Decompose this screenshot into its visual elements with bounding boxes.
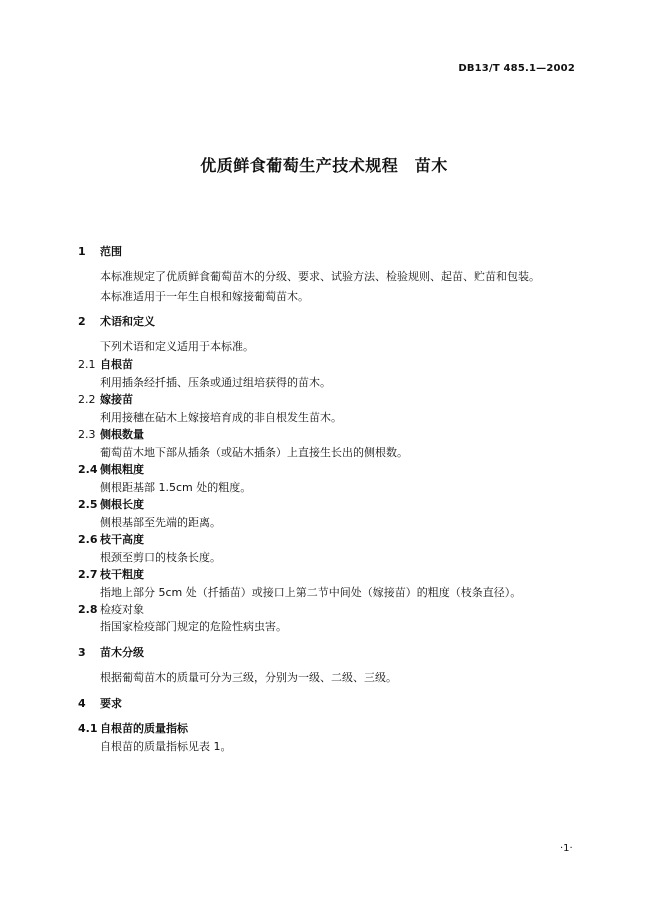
section-title: 术语和定义 xyxy=(100,315,155,328)
document-title: 优质鲜食葡萄生产技术规程 苗木 xyxy=(200,156,448,175)
term-number: 2.4 xyxy=(78,463,98,476)
term-name: 嫁接苗 xyxy=(100,393,133,406)
term-number: 2.2 xyxy=(78,393,96,406)
term-name: 枝干高度 xyxy=(100,533,144,546)
term-number: 2.8 xyxy=(78,603,98,616)
paragraph: 根据葡萄苗木的质量可分为三级，分别为一级、二级、三级。 xyxy=(100,671,397,684)
term-definition: 侧根距基部 1.5cm 处的粗度。 xyxy=(100,481,252,494)
term-heading xyxy=(78,358,133,372)
section-number: 1 xyxy=(78,245,86,258)
term-heading xyxy=(78,533,144,547)
paragraph: 本标准规定了优质鲜食葡萄苗木的分级、要求、试验方法、检验规则、起苗、贮苗和包装。 xyxy=(100,270,540,283)
section-number: 3 xyxy=(78,646,86,659)
term-definition: 根颈至剪口的枝条长度。 xyxy=(100,551,221,564)
term-name: 侧根数量 xyxy=(100,428,144,441)
term-heading xyxy=(78,428,144,442)
term-number: 2.5 xyxy=(78,498,98,511)
term-name: 枝干粗度 xyxy=(100,568,144,581)
term-number: 2.7 xyxy=(78,568,98,581)
term-heading xyxy=(78,603,144,617)
term-heading xyxy=(78,393,133,407)
subsection-number: 4.1 xyxy=(78,722,98,735)
section-title: 要求 xyxy=(100,697,122,710)
term-definition: 利用插条经扦插、压条或通过组培获得的苗木。 xyxy=(100,376,331,389)
section-4-heading xyxy=(78,697,122,711)
section-2-heading xyxy=(78,315,155,329)
term-heading xyxy=(78,463,144,477)
section-title: 范围 xyxy=(100,245,122,258)
paragraph: 下列术语和定义适用于本标准。 xyxy=(100,340,254,353)
term-number: 2.6 xyxy=(78,533,98,546)
paragraph: 本标准适用于一年生自根和嫁接葡萄苗木。 xyxy=(100,290,309,303)
term-name: 自根苗 xyxy=(100,358,133,371)
section-1-heading xyxy=(78,245,122,259)
section-number: 2 xyxy=(78,315,86,328)
term-number: 2.3 xyxy=(78,428,96,441)
term-definition: 指国家检疫部门规定的危险性病虫害。 xyxy=(100,620,287,633)
term-definition: 葡萄苗木地下部从插条（或砧木插条）上直接生长出的侧根数。 xyxy=(100,446,408,459)
section-number: 4 xyxy=(78,697,86,710)
term-definition: 指地上部分 5cm 处（扦插苗）或接口上第二节中间处（嫁接苗）的粗度（枝条直径）。 xyxy=(100,586,522,599)
standard-code: DB13/T 485.1—2002 xyxy=(458,63,575,74)
term-heading xyxy=(78,498,144,512)
section-title: 苗木分级 xyxy=(100,646,144,659)
page-number: ·1· xyxy=(560,843,573,854)
term-definition: 侧根基部至先端的距离。 xyxy=(100,516,221,529)
term-name: 侧根粗度 xyxy=(100,463,144,476)
term-name: 侧根长度 xyxy=(100,498,144,511)
subsection-heading xyxy=(78,722,188,736)
term-name: 检疫对象 xyxy=(100,603,144,616)
term-definition: 利用接穗在砧木上嫁接培育成的非自根发生苗木。 xyxy=(100,411,342,424)
paragraph: 自根苗的质量指标见表 1。 xyxy=(100,740,232,753)
section-3-heading xyxy=(78,646,144,660)
term-number: 2.1 xyxy=(78,358,96,371)
term-heading xyxy=(78,568,144,582)
subsection-title: 自根苗的质量指标 xyxy=(100,722,188,735)
